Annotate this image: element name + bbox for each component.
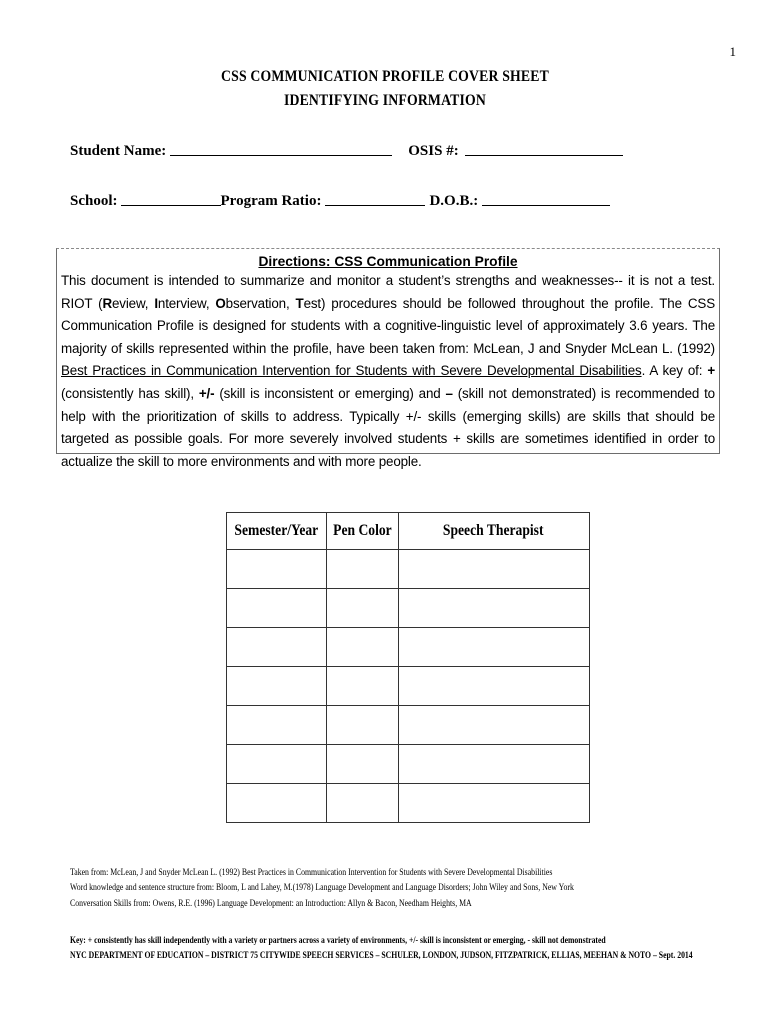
pen-color-cell[interactable]: [326, 550, 398, 589]
semester-year-cell[interactable]: [227, 589, 327, 628]
osis-field[interactable]: [465, 154, 623, 156]
table-row: [227, 706, 590, 745]
semester-year-cell[interactable]: [227, 706, 327, 745]
document-subtitle: IDENTIFYING INFORMATION: [283, 92, 487, 109]
table-row: [227, 628, 590, 667]
identifying-row-2: [70, 193, 610, 210]
pen-color-cell[interactable]: [326, 589, 398, 628]
dob-field[interactable]: [482, 204, 610, 206]
speech-therapist-cell[interactable]: [398, 784, 589, 823]
semester-year-cell[interactable]: [227, 784, 327, 823]
dob-label: D.O.B.:: [429, 193, 479, 209]
osis-label: OSIS #:: [408, 143, 459, 159]
speech-therapist-cell[interactable]: [398, 745, 589, 784]
semester-year-cell[interactable]: [227, 745, 327, 784]
semester-year-cell[interactable]: [227, 667, 327, 706]
reference-line: Word knowledge and sentence structure from: Bloom, L and Lahey, M.(1978) Language Development and Language Disorders; John Wiley and Sons, New York: [70, 883, 574, 894]
student-name-field[interactable]: [170, 154, 392, 156]
reference-line: Conversation Skills from: Owens, R.E. (1996) Language Development: an Introduction: Allyn & Bacon, Needham Heights, MA: [70, 898, 472, 909]
semester-year-cell[interactable]: [227, 628, 327, 667]
program-ratio-label: Program Ratio:: [220, 193, 322, 209]
directions-box: [56, 248, 720, 469]
directions-text: This document is intended to summarize and monitor a student’s strengths and weaknesses-- it is not a test. RIOT (Review, Interview, Observation, Test) procedures should be followed throughout the profile. The CSS Communication Profile is designed for students with a cognitive-linguistic level of approximately 3.6 years. The majority of skills represented within the profile, have been taken from: McLean, J and Snyder McLean L. (1992) Best Practices in Communication Intervention for Students with Severe Developmental Disabilities. A key of: + (consistently has skill), +/- (skill is inconsistent or emerging) and – (skill not demonstrated) is recommended to help with the prioritization of skills to address. Typically +/- skills (emerging skills) are skills that should be targeted as possible goals. For more severely involved students + skills are sometimes identified in order to actualize the skill to more environments and with more people.: [61, 273, 715, 469]
therapist-log-table: [226, 512, 590, 823]
footer-credit: NYC DEPARTMENT OF EDUCATION – DISTRICT 75 CITYWIDE SPEECH SERVICES – SCHULER, LONDON, JUDSON, FITZPATRICK, ELLIAS, MEEHAN & NOTO – Sept. 2014: [70, 951, 693, 961]
pen-color-cell[interactable]: [326, 784, 398, 823]
table-row: [227, 589, 590, 628]
speech-therapist-cell[interactable]: [398, 628, 589, 667]
speech-therapist-cell[interactable]: [398, 550, 589, 589]
program-ratio-field[interactable]: [325, 204, 425, 206]
header-speech-therapist: Speech Therapist: [398, 513, 589, 550]
semester-year-cell[interactable]: [227, 550, 327, 589]
pen-color-cell[interactable]: [326, 628, 398, 667]
directions-title: Directions: CSS Communication Profile: [258, 254, 518, 269]
references: [70, 866, 670, 912]
footer-notes: [70, 934, 770, 964]
pen-color-cell[interactable]: [326, 706, 398, 745]
table-row: [227, 745, 590, 784]
school-label: School:: [70, 193, 118, 209]
speech-therapist-cell[interactable]: [398, 667, 589, 706]
header-semester-year: Semester/Year: [227, 513, 327, 550]
book-title: Best Practices in Communication Intervention for Students with Severe Developmental Disabilities: [61, 363, 642, 379]
speech-therapist-cell[interactable]: [398, 589, 589, 628]
document-title: CSS COMMUNICATION PROFILE COVER SHEET: [221, 68, 549, 85]
student-name-label: Student Name:: [70, 143, 167, 159]
header-pen-color: Pen Color: [326, 513, 398, 550]
page-number: 1: [729, 44, 736, 59]
pen-color-cell[interactable]: [326, 745, 398, 784]
school-field[interactable]: [121, 204, 221, 206]
pen-color-cell[interactable]: [326, 667, 398, 706]
identifying-row-1: [70, 143, 623, 160]
table-row: [227, 550, 590, 589]
speech-therapist-cell[interactable]: [398, 706, 589, 745]
table-row: [227, 784, 590, 823]
reference-line: Taken from: McLean, J and Snyder McLean L. (1992) Best Practices in Communication Intervention for Students with Severe Developmental Disabilities: [70, 868, 553, 878]
table-row: [227, 667, 590, 706]
key-line: Key: + consistently has skill independently with a variety or partners across a variety of environments, +/- skill is inconsistent or emerging, - skill not demonstrated: [70, 936, 606, 946]
